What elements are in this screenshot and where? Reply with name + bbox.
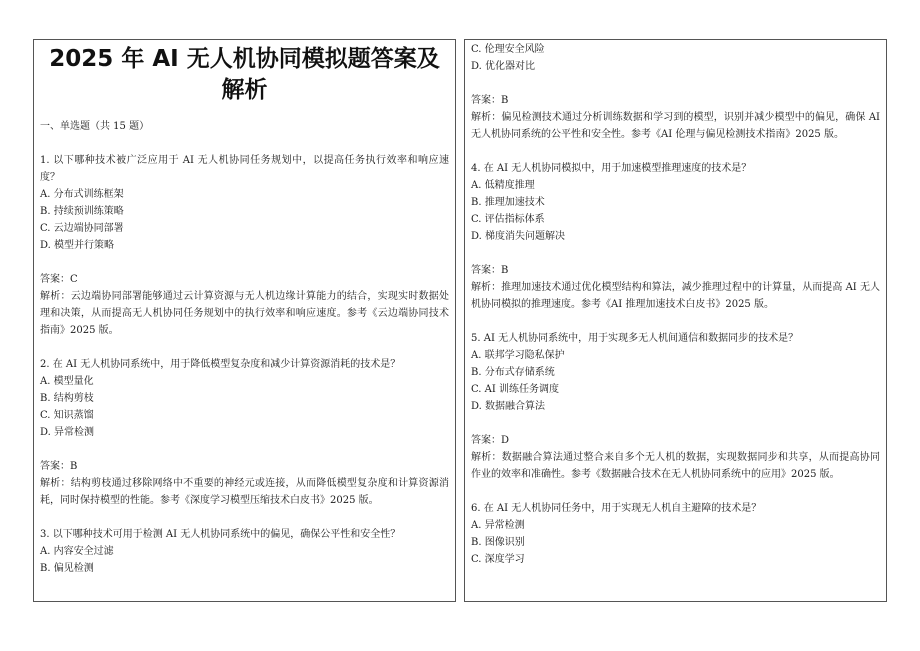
option: D. 模型并行策略	[40, 240, 115, 251]
option: B. 持续预训练策略	[40, 206, 124, 217]
question-3-continued	[471, 41, 880, 143]
option: C. 伦理安全风险	[471, 44, 545, 55]
option: B. 推理加速技术	[471, 197, 545, 208]
option: B. 结构剪枝	[40, 393, 94, 404]
explanation: 解析：结构剪枝通过移除网络中不重要的神经元或连接，从而降低模型复杂度和计算资源消耗，同时保持模型的性能。参考《深度学习模型压缩技术白皮书》2025 版。	[40, 478, 449, 506]
answer: 答案：B	[471, 95, 509, 106]
left-page	[33, 39, 456, 602]
option: C. 深度学习	[471, 554, 525, 565]
option: B. 分布式存储系统	[471, 367, 555, 378]
option: A. 内容安全过滤	[40, 546, 114, 557]
option: C. 知识蒸馏	[40, 410, 94, 421]
option: D. 梯度消失问题解决	[471, 231, 566, 242]
answer: 答案：B	[40, 461, 78, 472]
option: D. 优化器对比	[471, 61, 536, 72]
answer: 答案：C	[40, 274, 78, 285]
explanation: 解析：推理加速技术通过优化模型结构和算法，减少推理过程中的计算量，从而提高 AI 无人机协同模拟的推理速度。参考《AI 推理加速技术白皮书》2025 版。	[471, 282, 880, 310]
question-stem: 2. 在 AI 无人机协同系统中，用于降低模型复杂度和减少计算资源消耗的技术是？	[40, 359, 401, 370]
question-1	[40, 152, 449, 339]
answer: 答案：D	[471, 435, 510, 446]
question-stem: 6. 在 AI 无人机协同任务中，用于实现无人机自主避障的技术是？	[471, 503, 762, 514]
left-content	[34, 118, 455, 577]
option: A. 联邦学习隐私保护	[471, 350, 565, 361]
question-stem: 4. 在 AI 无人机协同模拟中，用于加速模型推理速度的技术是？	[471, 163, 752, 174]
right-page	[464, 39, 887, 602]
option: C. AI 训练任务调度	[471, 384, 560, 395]
question-6	[471, 500, 880, 568]
question-4	[471, 160, 880, 313]
explanation: 解析：数据融合算法通过整合来自多个无人机的数据，实现数据同步和共享，从而提高协同作业的效率和准确性。参考《数据融合技术在无人机协同系统中的应用》2025 版。	[471, 452, 880, 480]
option: A. 分布式训练框架	[40, 189, 124, 200]
question-3	[40, 526, 449, 577]
option: B. 偏见检测	[40, 563, 94, 574]
question-stem: 3. 以下哪种技术可用于检测 AI 无人机协同系统中的偏见，确保公平性和安全性？	[40, 529, 401, 540]
question-2	[40, 356, 449, 509]
option: C. 云边端协同部署	[40, 223, 124, 234]
option: A. 异常检测	[471, 520, 525, 531]
right-content	[465, 40, 886, 568]
question-5	[471, 330, 880, 483]
option: D. 数据融合算法	[471, 401, 546, 412]
option: B. 图像识别	[471, 537, 525, 548]
section-heading: 一、单选题（共 15 题）	[40, 121, 150, 132]
explanation: 解析：云边端协同部署能够通过云计算资源与无人机边缘计算能力的结合，实现实时数据处理和决策，从而提高无人机协同任务规划中的执行效率和响应速度。参考《云边端协同技术指南》2025 版。	[40, 291, 449, 336]
option: D. 异常检测	[40, 427, 95, 438]
answer: 答案：B	[471, 265, 509, 276]
option: A. 低精度推理	[471, 180, 535, 191]
document-title: 2025 年 AI 无人机协同模拟题答案及解析	[49, 46, 440, 103]
question-stem: 1. 以下哪种技术被广泛应用于 AI 无人机协同任务规划中，以提高任务执行效率和响应速度？	[40, 155, 449, 183]
explanation: 解析：偏见检测技术通过分析训练数据和学习到的模型，识别并减少模型中的偏见，确保 AI 无人机协同系统的公平性和安全性。参考《AI 伦理与偏见检测技术指南》2025 版。	[471, 112, 880, 140]
option: A. 模型量化	[40, 376, 94, 387]
question-stem: 5. AI 无人机协同系统中，用于实现多无人机间通信和数据同步的技术是？	[471, 333, 799, 344]
option: C. 评估指标体系	[471, 214, 545, 225]
